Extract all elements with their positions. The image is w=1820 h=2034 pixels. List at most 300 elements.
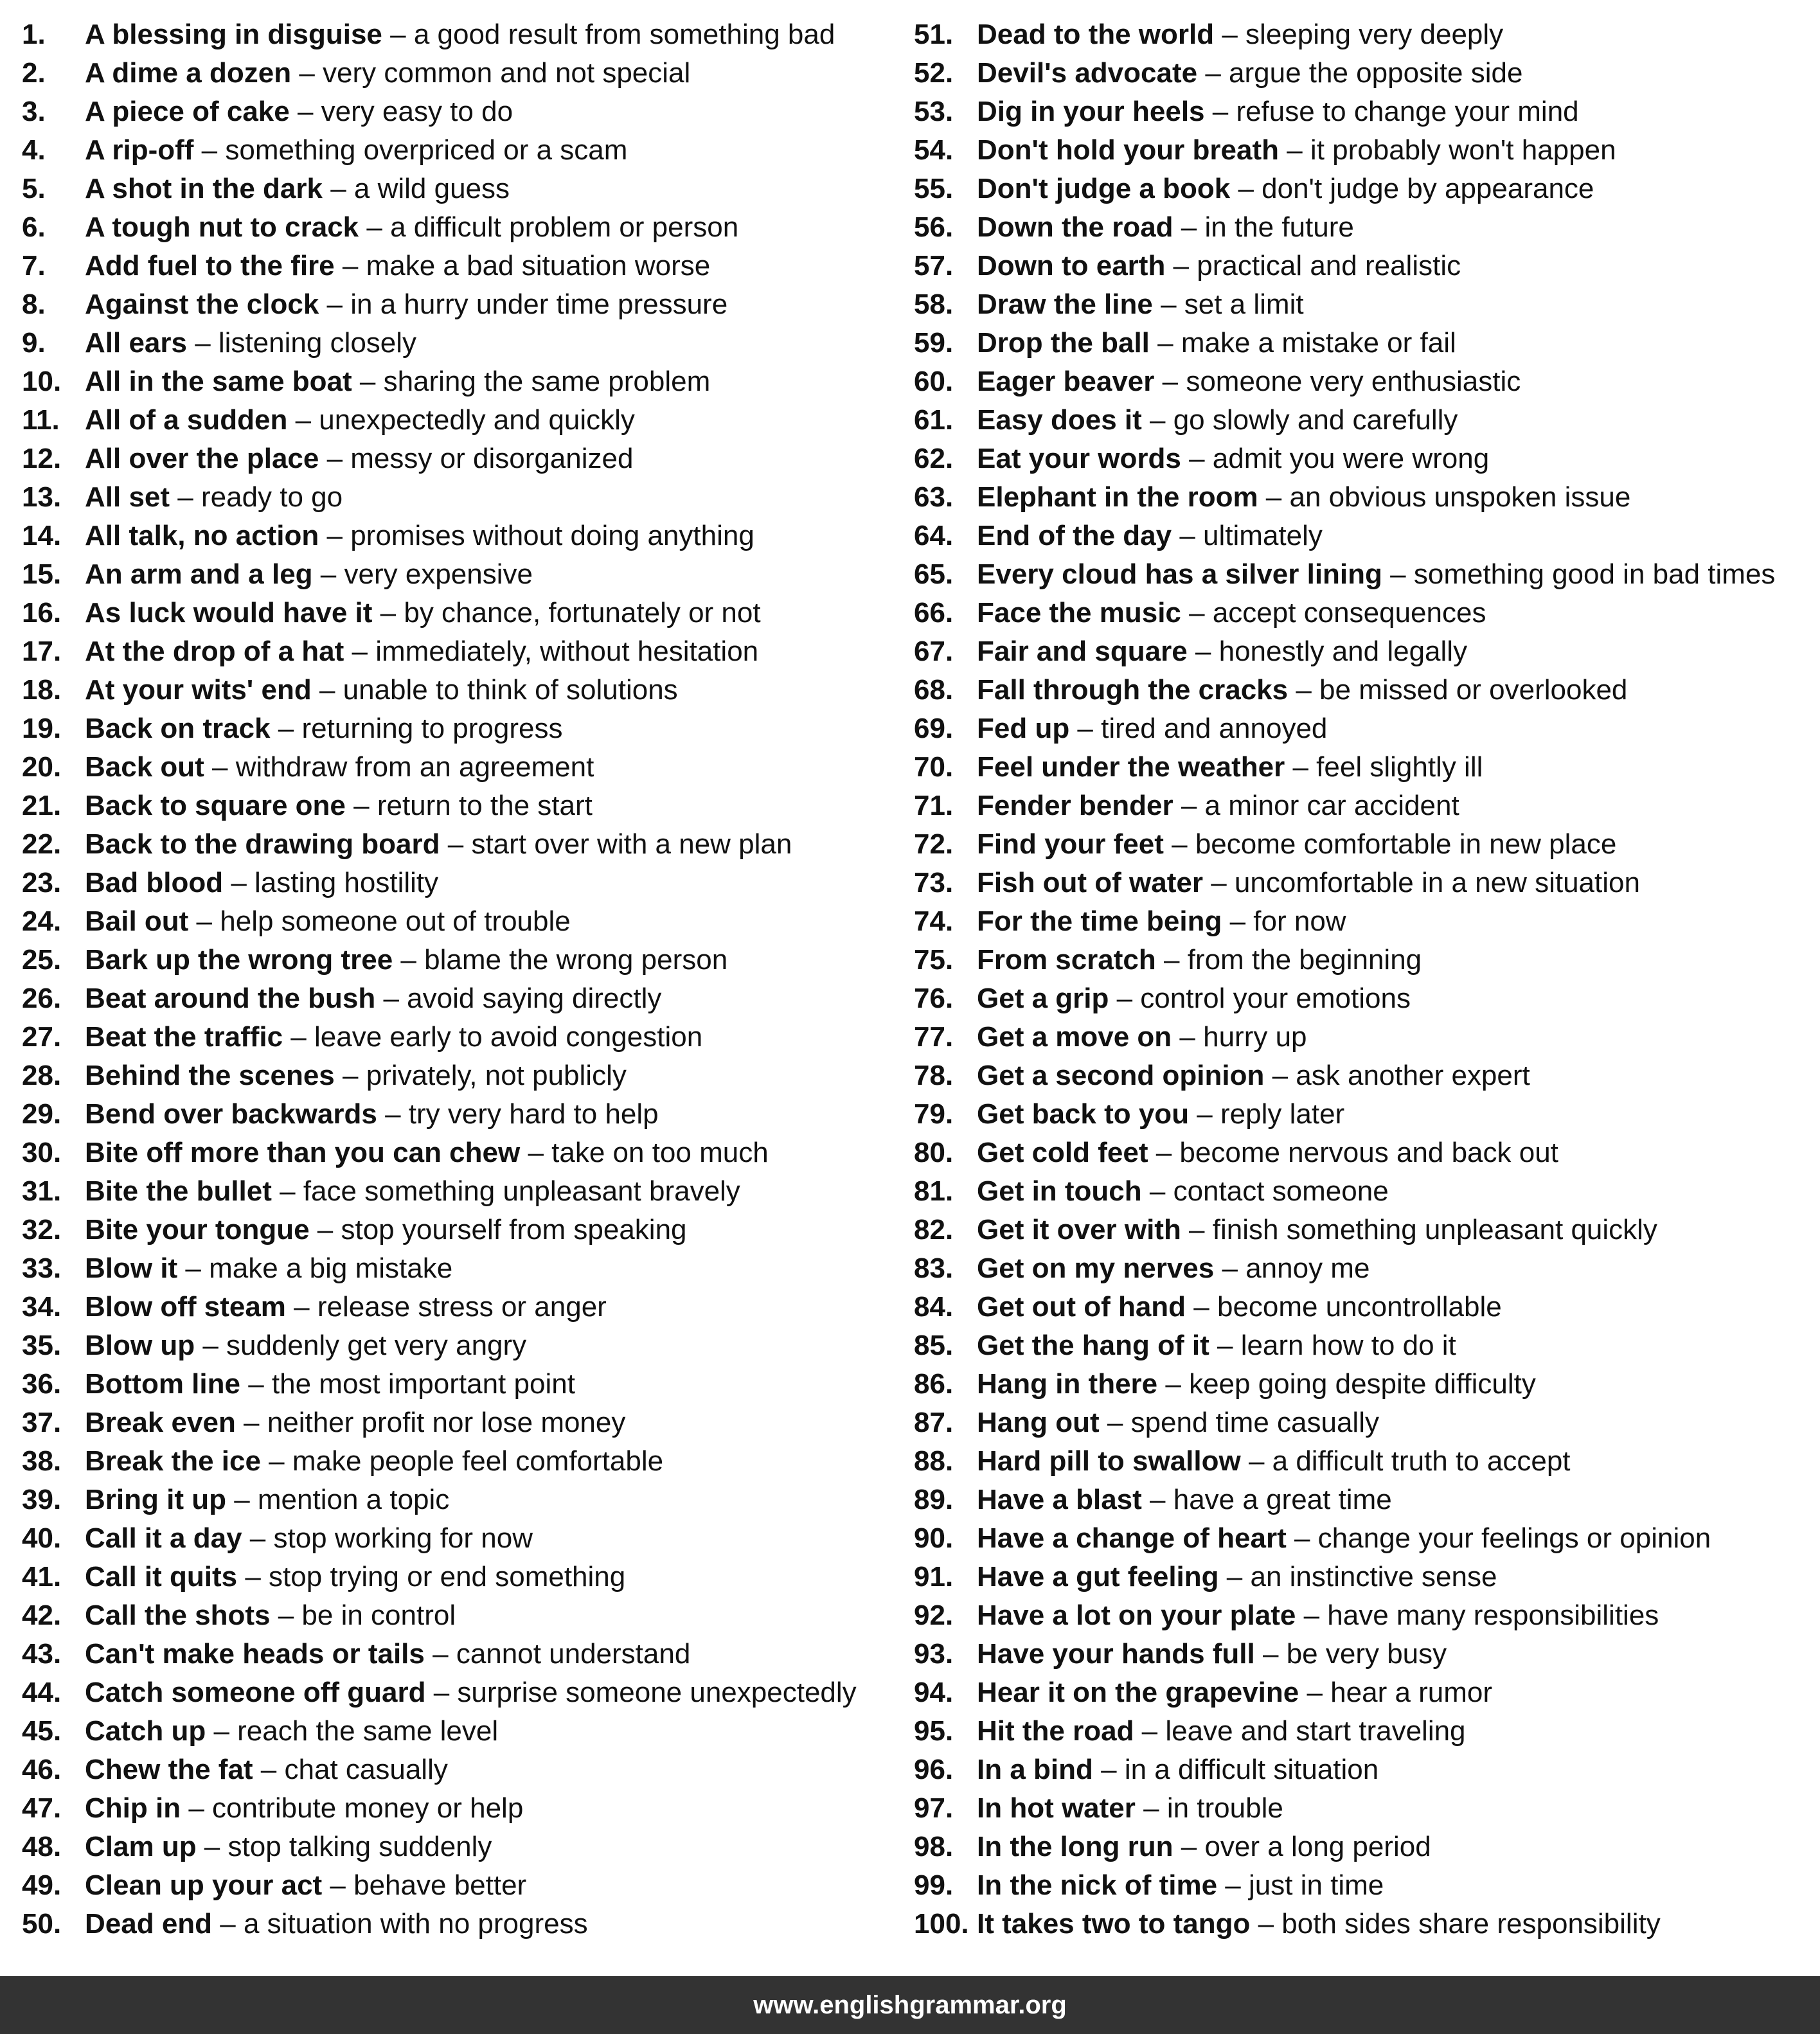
idiom-separator: – [1141,404,1173,436]
idiom-entry [914,1481,1807,1519]
idiom-number: 38. [22,1445,62,1477]
idiom-entry [914,1404,1807,1442]
idiom-meaning: have many responsibilities [1327,1600,1659,1631]
idiom-separator: – [1135,1792,1167,1824]
idiom-phrase: A piece of cake [85,96,290,127]
idiom-entry [914,594,1807,632]
idiom-separator: – [206,1715,238,1747]
idiom-entry [22,1673,915,1712]
idiom-entry [914,748,1807,787]
idiom-number: 68. [914,674,954,706]
idiom-number: 14. [22,520,62,551]
idiom-phrase: All ears [85,327,187,359]
idiom-meaning: a situation with no progress [243,1908,588,1940]
idiom-separator: – [359,211,391,243]
idiom-meaning: unable to think of solutions [343,674,678,706]
idiom-number: 92. [914,1600,954,1631]
idiom-separator: – [393,944,425,976]
idiom-entry [914,1365,1807,1404]
idiom-meaning: blame the wrong person [424,944,728,976]
idiom-separator: – [1203,867,1235,898]
idiom-entry [22,1057,915,1095]
idiom-number: 65. [914,558,954,590]
idiom-phrase: Easy does it [977,404,1142,436]
idiom-meaning: listening closely [218,327,417,359]
idiom-number: 95. [914,1715,954,1747]
idiom-meaning: leave early to avoid congestion [314,1021,703,1053]
idiom-number: 28. [22,1060,62,1091]
idiom-meaning: privately, not publicly [366,1060,627,1091]
idiom-phrase: Bite your tongue [85,1214,310,1245]
idiom-meaning: ready to go [201,481,343,513]
idiom-entry [22,825,915,864]
idiom-phrase: Back to the drawing board [85,828,440,860]
idiom-phrase: Bail out [85,905,189,937]
idiom-meaning: spend time casually [1130,1407,1379,1438]
idiom-meaning: face something unpleasant bravely [303,1175,740,1207]
idiom-number: 12. [22,443,62,474]
idiom-phrase: Hit the road [977,1715,1134,1747]
idiom-number: 86. [914,1368,954,1400]
idiom-number: 55. [914,173,954,204]
idiom-phrase: Bad blood [85,867,224,898]
idiom-separator: – [1172,520,1204,551]
idiom-entry [914,1288,1807,1326]
idiom-entry [914,517,1807,555]
idiom-separator: – [287,404,319,436]
idiom-entry [914,1211,1807,1249]
idiom-entry [914,1751,1807,1789]
idiom-phrase: Dead end [85,1908,213,1940]
idiom-meaning: lasting hostility [254,867,439,898]
idiom-number: 78. [914,1060,954,1091]
idiom-separator: – [235,1407,267,1438]
idiom-separator: – [186,327,219,359]
idiom-entry [914,1596,1807,1635]
idiom-phrase: Call the shots [85,1600,271,1631]
idiom-separator: – [1181,597,1213,629]
idiom-phrase: Fed up [977,713,1070,744]
idiom-number: 46. [22,1754,62,1785]
idiom-entry [22,1712,915,1751]
idiom-number: 15. [22,558,62,590]
idiom-phrase: Have your hands full [977,1638,1255,1670]
idiom-phrase: Down to earth [977,250,1166,281]
idiom-entry [22,362,915,401]
idiom-phrase: As luck would have it [85,597,373,629]
idiom-separator: – [1173,211,1205,243]
idiom-meaning: reply later [1220,1098,1345,1130]
idiom-number: 35. [22,1330,62,1361]
idiom-entry [914,324,1807,362]
idiom-number: 34. [22,1291,62,1323]
idiom-meaning: from the beginning [1187,944,1422,976]
idiom-meaning: messy or disorganized [350,443,634,474]
idiom-meaning: a wild guess [353,173,510,204]
idiom-separator: – [204,751,236,783]
idiom-phrase: All of a sudden [85,404,288,436]
idiom-phrase: Bottom line [85,1368,240,1400]
idiom-number: 69. [914,713,954,744]
idiom-number: 43. [22,1638,62,1670]
idiom-separator: – [424,1638,456,1670]
idiom-entry [914,632,1807,671]
idiom-meaning: unexpectedly and quickly [319,404,635,436]
idiom-entry [914,401,1807,440]
idiom-meaning: promises without doing anything [350,520,754,551]
idiom-number: 9. [22,327,46,359]
idiom-entry [22,285,915,324]
idiom-separator: – [312,558,344,590]
idiom-meaning: change your feelings or opinion [1317,1522,1711,1554]
idiom-entry [22,1442,915,1481]
idiom-number: 40. [22,1522,62,1554]
idiom-phrase: An arm and a leg [85,558,313,590]
idiom-phrase: Get cold feet [977,1137,1148,1168]
idiom-separator: – [289,96,321,127]
idiom-entry [22,1635,915,1673]
idiom-phrase: Hang in there [977,1368,1158,1400]
idiom-meaning: refuse to change your mind [1236,96,1579,127]
idiom-number: 13. [22,481,62,513]
idiom-number: 22. [22,828,62,860]
idiom-entry [22,748,915,787]
idiom-entry [22,671,915,709]
idiom-meaning: very expensive [344,558,533,590]
idiom-meaning: honestly and legally [1218,636,1468,667]
idiom-phrase: Get a move on [977,1021,1172,1053]
idiom-separator: – [195,1330,227,1361]
idiom-phrase: A shot in the dark [85,173,323,204]
idiom-list-right [914,15,1807,1943]
idiom-meaning: try very hard to help [408,1098,659,1130]
idiom-number: 48. [22,1831,62,1862]
idiom-number: 83. [914,1253,954,1284]
idiom-entry [914,1249,1807,1288]
idiom-entry [914,362,1807,401]
idiom-meaning: ask another expert [1296,1060,1530,1091]
idiom-phrase: Blow it [85,1253,178,1284]
idiom-meaning: very easy to do [321,96,513,127]
idiom-separator: – [1204,96,1236,127]
idiom-number: 27. [22,1021,62,1053]
idiom-meaning: accept consequences [1212,597,1486,629]
idiom-number: 25. [22,944,62,976]
idiom-entry [914,93,1807,131]
idiom-number: 85. [914,1330,954,1361]
idiom-separator: – [334,250,366,281]
idiom-number: 82. [914,1214,954,1245]
idiom-separator: – [1163,828,1195,860]
idiom-number: 31. [22,1175,62,1207]
idiom-phrase: Get in touch [977,1175,1142,1207]
idiom-number: 56. [914,211,954,243]
idiom-separator: – [1181,1214,1213,1245]
idiom-phrase: In the nick of time [977,1869,1218,1901]
idiom-entry [22,440,915,478]
idiom-meaning: hear a rumor [1330,1677,1493,1708]
idiom-phrase: A rip-off [85,134,194,166]
idiom-entry [22,131,915,170]
idiom-number: 5. [22,173,46,204]
idiom-entry [22,1018,915,1057]
idiom-number: 42. [22,1600,62,1631]
idiom-number: 87. [914,1407,954,1438]
idiom-number: 51. [914,19,954,50]
idiom-number: 100. [914,1908,969,1940]
idiom-separator: – [319,520,351,551]
idiom-number: 6. [22,211,46,243]
idiom-meaning: behave better [353,1869,527,1901]
idiom-meaning: be in control [301,1600,456,1631]
idiom-phrase: Fish out of water [977,867,1203,898]
idiom-entry [22,15,915,54]
idiom-entry [22,208,915,247]
idiom-meaning: feel slightly ill [1316,751,1483,783]
idiom-meaning: argue the opposite side [1229,57,1523,89]
idiom-meaning: finish something unpleasant quickly [1212,1214,1657,1245]
idiom-entry [914,131,1807,170]
idiom-entry [22,1172,915,1211]
idiom-meaning: uncomfortable in a new situation [1234,867,1640,898]
idiom-separator: – [352,366,384,397]
idiom-separator: – [291,57,323,89]
idiom-meaning: a difficult problem or person [390,211,739,243]
idiom-entry [22,1789,915,1828]
idiom-phrase: Hang out [977,1407,1100,1438]
idiom-separator: – [1173,1831,1205,1862]
idiom-phrase: Back on track [85,713,271,744]
idiom-phrase: Blow off steam [85,1291,286,1323]
idiom-phrase: In a bind [977,1754,1093,1785]
idiom-meaning: in the future [1204,211,1354,243]
idiom-separator: – [1222,905,1254,937]
idiom-separator: – [270,713,302,744]
idiom-number: 1. [22,19,46,50]
idiom-phrase: Have a lot on your plate [977,1600,1296,1631]
idiom-entry [914,787,1807,825]
idiom-separator: – [270,1600,302,1631]
idiom-entry [22,709,915,748]
idiom-entry [22,1326,915,1365]
idiom-phrase: End of the day [977,520,1172,551]
idiom-meaning: be very busy [1286,1638,1447,1670]
idiom-entry [22,979,915,1018]
footer-website[interactable]: www.englishgrammar.org [0,1976,1820,2034]
idiom-number: 47. [22,1792,62,1824]
idiom-separator: – [1157,1368,1190,1400]
idiom-meaning: sharing the same problem [383,366,711,397]
idiom-phrase: Clean up your act [85,1869,323,1901]
idiom-phrase: Drop the ball [977,327,1150,359]
idiom-phrase: Chew the fat [85,1754,253,1785]
idiom-separator: – [212,1908,244,1940]
idiom-meaning: go slowly and carefully [1173,404,1458,436]
idiom-number: 16. [22,597,62,629]
idiom-meaning: become nervous and back out [1179,1137,1558,1168]
idiom-separator: – [1186,1291,1217,1323]
idiom-number: 36. [22,1368,62,1400]
idiom-number: 74. [914,905,954,937]
idiom-separator: – [1254,1638,1287,1670]
idiom-number: 79. [914,1098,954,1130]
idiom-entry [22,632,915,671]
idiom-number: 2. [22,57,46,89]
idiom-entry [22,902,915,941]
idiom-phrase: In the long run [977,1831,1173,1862]
idiom-number: 94. [914,1677,954,1708]
idiom-number: 98. [914,1831,954,1862]
idiom-phrase: A blessing in disguise [85,19,382,50]
idiom-separator: – [1134,1715,1166,1747]
idiom-phrase: Break the ice [85,1445,261,1477]
idiom-entry [914,478,1807,517]
idiom-number: 26. [22,983,62,1014]
idiom-number: 4. [22,134,46,166]
idiom-number: 52. [914,57,954,89]
idiom-separator: – [1165,250,1197,281]
idiom-entry [914,825,1807,864]
idiom-meaning: in a hurry under time pressure [350,289,728,320]
idiom-separator: – [334,1060,366,1091]
idiom-meaning: an instinctive sense [1250,1561,1497,1592]
idiom-phrase: A dime a dozen [85,57,292,89]
idiom-separator: – [242,1522,274,1554]
idiom-meaning: a minor car accident [1204,790,1459,821]
idiom-entry [914,54,1807,93]
idiom-meaning: withdraw from an agreement [235,751,594,783]
idiom-meaning: something overpriced or a scam [225,134,628,166]
idiom-phrase: All set [85,481,170,513]
idiom-meaning: practical and realistic [1197,250,1461,281]
idiom-phrase: Call it quits [85,1561,238,1592]
idiom-phrase: Have a change of heart [977,1522,1287,1554]
idiom-number: 63. [914,481,954,513]
idiom-number: 57. [914,250,954,281]
idiom-separator: – [1286,1522,1318,1554]
idiom-number: 64. [914,520,954,551]
idiom-entry [914,1558,1807,1596]
idiom-meaning: both sides share responsibility [1281,1908,1661,1940]
idiom-phrase: Don't judge a book [977,173,1231,204]
idiom-phrase: Eager beaver [977,366,1155,397]
idiom-number: 77. [914,1021,954,1053]
idiom-separator: – [1209,1330,1241,1361]
idiom-phrase: Catch someone off guard [85,1677,426,1708]
idiom-separator: – [283,1021,314,1053]
idiom-number: 33. [22,1253,62,1284]
idiom-entry [22,93,915,131]
idiom-number: 93. [914,1638,954,1670]
idiom-number: 59. [914,327,954,359]
idiom-separator: – [311,674,343,706]
idiom-phrase: Devil's advocate [977,57,1198,89]
idiom-separator: – [1230,173,1262,204]
idiom-meaning: contact someone [1173,1175,1389,1207]
idiom-separator: – [1141,1175,1173,1207]
idiom-phrase: Get a grip [977,983,1109,1014]
idiom-entry [914,1712,1807,1751]
idiom-phrase: At the drop of a hat [85,636,344,667]
idiom-meaning: learn how to do it [1240,1330,1456,1361]
idiom-separator: – [1155,944,1188,976]
idiom-meaning: stop yourself from speaking [341,1214,687,1245]
idiom-meaning: release stress or anger [317,1291,607,1323]
idiom-number: 90. [914,1522,954,1554]
idiom-meaning: leave and start traveling [1165,1715,1466,1747]
idiom-entry [22,401,915,440]
idiom-separator: – [319,443,351,474]
idiom-meaning: take on too much [551,1137,769,1168]
idiom-separator: – [1173,790,1205,821]
idiom-separator: – [1285,751,1317,783]
idiom-number: 84. [914,1291,954,1323]
idiom-entry [914,208,1807,247]
idiom-number: 29. [22,1098,62,1130]
idiom-separator: – [1141,1484,1173,1515]
idiom-entry [22,1249,915,1288]
idiom-phrase: Back to square one [85,790,346,821]
idiom-number: 76. [914,983,954,1014]
idiom-phrase: In hot water [977,1792,1136,1824]
idiom-separator: – [237,1561,269,1592]
idiom-separator: – [440,828,472,860]
idiom-number: 8. [22,289,46,320]
idiom-phrase: Feel under the weather [977,751,1285,783]
idiom-number: 60. [914,366,954,397]
idiom-number: 37. [22,1407,62,1438]
idiom-entry [914,555,1807,594]
idiom-phrase: All talk, no action [85,520,319,551]
idiom-phrase: Beat around the bush [85,983,376,1014]
idiom-meaning: make a bad situation worse [366,250,711,281]
idiom-separator: – [1264,1060,1296,1091]
idiom-meaning: return to the start [377,790,593,821]
idiom-entry [914,671,1807,709]
idiom-entry [22,170,915,208]
idiom-separator: – [322,1869,354,1901]
idiom-separator: – [322,173,354,204]
idiom-entry [22,1751,915,1789]
idiom-number: 71. [914,790,954,821]
idiom-separator: – [1299,1677,1331,1708]
idiom-entry [914,170,1807,208]
idiom-entry [22,1095,915,1134]
idiom-number: 19. [22,713,62,744]
idiom-number: 72. [914,828,954,860]
idiom-entry [22,1365,915,1404]
idiom-separator: – [375,983,407,1014]
idiom-meaning: hurry up [1203,1021,1307,1053]
idiom-separator: – [188,905,220,937]
idiom-separator: – [425,1677,458,1708]
idiom-number: 20. [22,751,62,783]
idiom-entry [22,1404,915,1442]
idiom-meaning: mention a topic [257,1484,450,1515]
idiom-number: 67. [914,636,954,667]
idiom-number: 58. [914,289,954,320]
idiom-entry [22,1211,915,1249]
idiom-separator: – [193,134,226,166]
idiom-phrase: Fall through the cracks [977,674,1289,706]
idiom-entry [22,1828,915,1866]
idiom-number: 73. [914,867,954,898]
idiom-meaning: make a big mistake [209,1253,453,1284]
idiom-entry [914,1866,1807,1905]
idiom-meaning: keep going despite difficulty [1189,1368,1536,1400]
idiom-separator: – [1181,443,1213,474]
idiom-separator: – [1189,1098,1220,1130]
